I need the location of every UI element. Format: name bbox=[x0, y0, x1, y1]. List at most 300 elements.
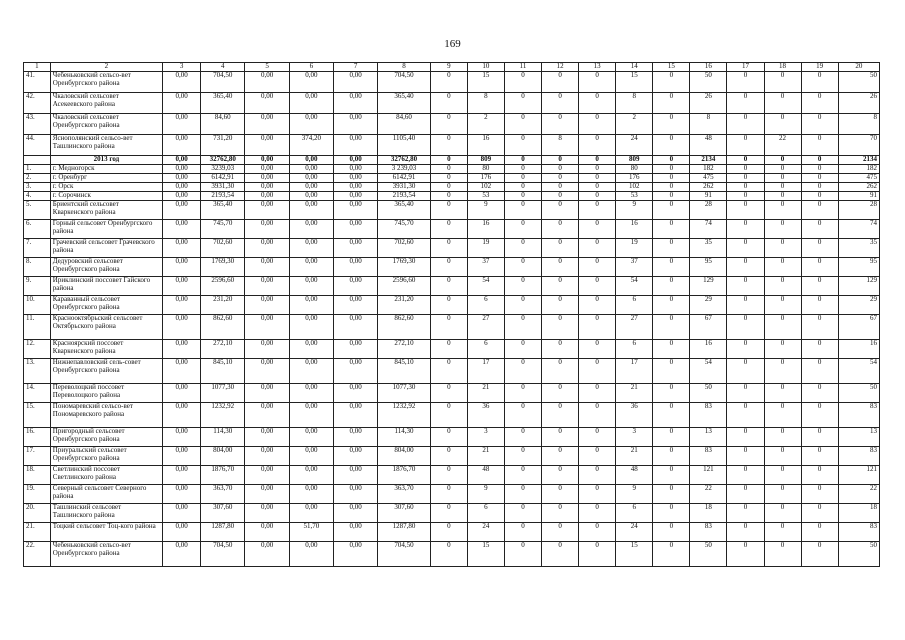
table-cell: 0,00 bbox=[163, 466, 201, 485]
table-cell: 0 bbox=[504, 220, 541, 239]
table-cell: 0 bbox=[764, 466, 801, 485]
table-cell: 35 bbox=[838, 239, 879, 258]
table-cell: 0,00 bbox=[289, 466, 333, 485]
row-index: 16. bbox=[24, 428, 51, 447]
table-cell: 0 bbox=[579, 174, 616, 183]
table-cell: 8 bbox=[542, 135, 579, 156]
table-cell: 0 bbox=[801, 165, 838, 174]
table-cell: 22 bbox=[838, 485, 879, 504]
table-cell: 0 bbox=[764, 542, 801, 567]
table-cell: 26 bbox=[690, 93, 727, 114]
table-cell: 0 bbox=[430, 156, 467, 165]
column-header: 4 bbox=[201, 63, 245, 72]
table-cell: 307,60 bbox=[378, 504, 431, 523]
table-cell: 53 bbox=[616, 192, 653, 201]
table-cell: 0,00 bbox=[245, 542, 289, 567]
table-cell: 0 bbox=[579, 485, 616, 504]
table-cell: 0 bbox=[579, 258, 616, 277]
table-cell: 129 bbox=[690, 277, 727, 296]
row-name: г. Орск bbox=[50, 183, 162, 192]
table-cell: 0 bbox=[801, 239, 838, 258]
table-cell: 74 bbox=[690, 220, 727, 239]
table-cell: 0 bbox=[542, 485, 579, 504]
table-cell: 0,00 bbox=[163, 403, 201, 428]
row-name: Грачевский сельсовет Грачевского района bbox=[50, 239, 162, 258]
table-cell: 0 bbox=[801, 403, 838, 428]
column-header: 3 bbox=[163, 63, 201, 72]
table-cell: 0 bbox=[764, 156, 801, 165]
row-name: Переволоцкий поссовет Переволоцкого района bbox=[50, 384, 162, 403]
table-cell: 121 bbox=[838, 466, 879, 485]
table-cell: 0,00 bbox=[163, 192, 201, 201]
table-cell: 0,00 bbox=[245, 183, 289, 192]
table-cell: 37 bbox=[467, 258, 504, 277]
table-cell: 0,00 bbox=[245, 428, 289, 447]
table-cell: 50 bbox=[838, 542, 879, 567]
table-cell: 16 bbox=[690, 340, 727, 359]
table-cell: 0,00 bbox=[163, 542, 201, 567]
table-cell: 804,00 bbox=[378, 447, 431, 466]
table-cell: 0 bbox=[801, 277, 838, 296]
row-name: г. Оренбург bbox=[50, 174, 162, 183]
table-cell: 0,00 bbox=[334, 201, 378, 220]
table-cell: 6 bbox=[616, 340, 653, 359]
table-cell: 36 bbox=[616, 403, 653, 428]
table-cell: 0,00 bbox=[245, 504, 289, 523]
table-cell: 16 bbox=[838, 340, 879, 359]
table-row bbox=[24, 220, 880, 239]
row-index: 13. bbox=[24, 359, 51, 384]
table-cell: 0 bbox=[801, 384, 838, 403]
table-cell: 0,00 bbox=[289, 165, 333, 174]
total-row bbox=[24, 156, 880, 165]
table-cell: 0 bbox=[430, 277, 467, 296]
table-cell: 0 bbox=[579, 296, 616, 315]
table-cell: 365,40 bbox=[201, 93, 245, 114]
table-cell: 0 bbox=[504, 542, 541, 567]
table-cell: 0 bbox=[653, 239, 690, 258]
table-cell: 0 bbox=[801, 523, 838, 542]
table-cell: 0 bbox=[653, 447, 690, 466]
row-name: Светлинский поссовет Светлинского района bbox=[50, 466, 162, 485]
table-cell: 0 bbox=[801, 359, 838, 384]
table-cell: 9 bbox=[467, 201, 504, 220]
table-cell: 1232,92 bbox=[201, 403, 245, 428]
table-cell: 1876,70 bbox=[378, 466, 431, 485]
table-cell: 1876,70 bbox=[201, 466, 245, 485]
table-cell: 0 bbox=[542, 239, 579, 258]
table-cell: 0 bbox=[653, 359, 690, 384]
table-cell: 2 bbox=[467, 114, 504, 135]
table-row bbox=[24, 183, 880, 192]
table-row bbox=[24, 258, 880, 277]
table-cell: 48 bbox=[690, 135, 727, 156]
table-row bbox=[24, 428, 880, 447]
table-cell: 0 bbox=[727, 447, 764, 466]
row-index: 12. bbox=[24, 340, 51, 359]
column-header: 19 bbox=[801, 63, 838, 72]
table-cell: 0 bbox=[653, 183, 690, 192]
row-name: Красноярский поссовет Кваркенского района bbox=[50, 340, 162, 359]
table-cell: 0,00 bbox=[289, 277, 333, 296]
table-cell: 307,60 bbox=[201, 504, 245, 523]
row-name: Дедуровский сельсовет Оренбургского района bbox=[50, 258, 162, 277]
table-cell: 0 bbox=[727, 315, 764, 340]
table-cell: 0 bbox=[764, 403, 801, 428]
table-cell: 35 bbox=[690, 239, 727, 258]
table-cell: 18 bbox=[838, 504, 879, 523]
column-header: 15 bbox=[653, 63, 690, 72]
table-cell: 0,00 bbox=[289, 93, 333, 114]
row-name: Краснооктябрьский сельсовет Октябрьского района bbox=[50, 315, 162, 340]
table-cell: 0 bbox=[801, 504, 838, 523]
table-cell: 6 bbox=[616, 504, 653, 523]
table-cell: 0 bbox=[430, 523, 467, 542]
table-cell: 0 bbox=[504, 165, 541, 174]
table-cell: 83 bbox=[838, 403, 879, 428]
table-cell: 1232,92 bbox=[378, 403, 431, 428]
row-index: 19. bbox=[24, 485, 51, 504]
table-cell: 37 bbox=[616, 258, 653, 277]
table-cell: 0 bbox=[542, 258, 579, 277]
table-cell: 0 bbox=[727, 114, 764, 135]
table-cell: 0,00 bbox=[245, 135, 289, 156]
table-cell: 27 bbox=[467, 315, 504, 340]
table-cell: 704,50 bbox=[201, 542, 245, 567]
table-cell: 0,00 bbox=[334, 447, 378, 466]
table-cell: 0,00 bbox=[245, 192, 289, 201]
table-cell: 0 bbox=[542, 384, 579, 403]
table-cell: 0 bbox=[801, 315, 838, 340]
table-cell: 0 bbox=[764, 239, 801, 258]
table-cell: 0 bbox=[430, 315, 467, 340]
table-cell: 0,00 bbox=[245, 447, 289, 466]
table-cell: 0,00 bbox=[334, 174, 378, 183]
table-cell: 0,00 bbox=[334, 192, 378, 201]
table-cell: 0 bbox=[653, 315, 690, 340]
table-cell: 0 bbox=[801, 447, 838, 466]
table-cell: 1769,30 bbox=[378, 258, 431, 277]
table-cell: 0 bbox=[542, 403, 579, 428]
table-cell: 0 bbox=[653, 296, 690, 315]
table-cell: 0 bbox=[504, 192, 541, 201]
column-header: 10 bbox=[467, 63, 504, 72]
table-cell: 0,00 bbox=[289, 359, 333, 384]
row-index bbox=[24, 156, 51, 165]
table-cell: 365,40 bbox=[201, 201, 245, 220]
table-cell: 0 bbox=[504, 135, 541, 156]
table-cell: 0 bbox=[727, 165, 764, 174]
table-cell: 24 bbox=[467, 523, 504, 542]
table-cell: 3 bbox=[467, 428, 504, 447]
table-cell: 0 bbox=[801, 93, 838, 114]
row-name: Бриентский сельсовет Кваркенского района bbox=[50, 201, 162, 220]
table-cell: 16 bbox=[616, 220, 653, 239]
table-cell: 0 bbox=[504, 504, 541, 523]
row-name: Яснополянский сельсо-вет Ташлинского района bbox=[50, 135, 162, 156]
table-cell: 0,00 bbox=[163, 315, 201, 340]
table-cell: 54 bbox=[467, 277, 504, 296]
row-index: 43. bbox=[24, 114, 51, 135]
table-cell: 0 bbox=[579, 340, 616, 359]
table-cell: 0 bbox=[542, 296, 579, 315]
table-cell: 50 bbox=[838, 72, 879, 93]
table-cell: 0 bbox=[764, 447, 801, 466]
table-cell: 0,00 bbox=[289, 174, 333, 183]
table-cell: 0 bbox=[579, 359, 616, 384]
table-cell: 0 bbox=[801, 428, 838, 447]
table-row bbox=[24, 93, 880, 114]
table-cell: 0 bbox=[801, 201, 838, 220]
table-row bbox=[24, 239, 880, 258]
table-cell: 0,00 bbox=[334, 504, 378, 523]
column-header: 17 bbox=[727, 63, 764, 72]
table-cell: 0 bbox=[430, 466, 467, 485]
table-cell: 475 bbox=[690, 174, 727, 183]
table-cell: 0 bbox=[653, 135, 690, 156]
row-index: 4. bbox=[24, 192, 51, 201]
table-row bbox=[24, 201, 880, 220]
table-cell: 16 bbox=[467, 135, 504, 156]
table-cell: 0 bbox=[504, 183, 541, 192]
table-row bbox=[24, 174, 880, 183]
table-cell: 0,00 bbox=[334, 93, 378, 114]
table-cell: 0 bbox=[542, 542, 579, 567]
header-row bbox=[24, 63, 880, 72]
table-cell: 0 bbox=[727, 192, 764, 201]
table-cell: 0,00 bbox=[245, 156, 289, 165]
table-cell: 0 bbox=[801, 192, 838, 201]
table-cell: 13 bbox=[690, 428, 727, 447]
table-cell: 731,20 bbox=[201, 135, 245, 156]
table-cell: 19 bbox=[616, 239, 653, 258]
table-cell: 231,20 bbox=[378, 296, 431, 315]
table-row bbox=[24, 359, 880, 384]
table-cell: 0,00 bbox=[289, 447, 333, 466]
table-row bbox=[24, 315, 880, 340]
table-cell: 0,00 bbox=[163, 447, 201, 466]
table-cell: 0,00 bbox=[289, 340, 333, 359]
table-cell: 16 bbox=[467, 220, 504, 239]
table-cell: 0,00 bbox=[289, 542, 333, 567]
table-cell: 0 bbox=[504, 315, 541, 340]
table-cell: 0,00 bbox=[163, 428, 201, 447]
table-cell: 21 bbox=[616, 447, 653, 466]
table-cell: 0 bbox=[653, 542, 690, 567]
table-cell: 83 bbox=[690, 523, 727, 542]
table-cell: 0 bbox=[430, 165, 467, 174]
table-cell: 0 bbox=[727, 504, 764, 523]
table-cell: 0 bbox=[653, 192, 690, 201]
row-name: Ташлинский сельсовет Ташлинского района bbox=[50, 504, 162, 523]
table-cell: 0 bbox=[727, 340, 764, 359]
table-cell: 845,10 bbox=[378, 359, 431, 384]
table-cell: 0 bbox=[542, 183, 579, 192]
row-index: 44. bbox=[24, 135, 51, 156]
table-cell: 0,00 bbox=[245, 93, 289, 114]
table-cell: 0,00 bbox=[289, 296, 333, 315]
table-cell: 0 bbox=[653, 174, 690, 183]
table-cell: 0,00 bbox=[163, 504, 201, 523]
table-cell: 24 bbox=[616, 523, 653, 542]
table-cell: 0 bbox=[430, 447, 467, 466]
table-cell: 15 bbox=[467, 72, 504, 93]
row-index: 10. bbox=[24, 296, 51, 315]
table-cell: 22 bbox=[764, 135, 801, 156]
table-cell: 83 bbox=[838, 523, 879, 542]
table-cell: 0 bbox=[430, 258, 467, 277]
table-cell: 129 bbox=[838, 277, 879, 296]
table-cell: 83 bbox=[838, 447, 879, 466]
table-cell: 0 bbox=[542, 93, 579, 114]
table-cell: 95 bbox=[690, 258, 727, 277]
table-cell: 0,00 bbox=[163, 523, 201, 542]
table-cell: 0,00 bbox=[334, 340, 378, 359]
table-cell: 0,00 bbox=[334, 277, 378, 296]
table-cell: 0,00 bbox=[163, 72, 201, 93]
table-cell: 0,00 bbox=[334, 384, 378, 403]
table-cell: 0 bbox=[727, 93, 764, 114]
table-cell: 32762,80 bbox=[201, 156, 245, 165]
table-cell: 54 bbox=[690, 359, 727, 384]
table-cell: 0 bbox=[653, 258, 690, 277]
table-cell: 0 bbox=[504, 201, 541, 220]
row-index: 11. bbox=[24, 315, 51, 340]
row-index: 41. bbox=[24, 72, 51, 93]
table-cell: 0 bbox=[542, 428, 579, 447]
table-cell: 13 bbox=[838, 428, 879, 447]
table-cell: 0 bbox=[579, 183, 616, 192]
table-cell: 845,10 bbox=[201, 359, 245, 384]
table-cell: 0 bbox=[504, 403, 541, 428]
table-cell: 0,00 bbox=[163, 296, 201, 315]
table-cell: 0,00 bbox=[289, 72, 333, 93]
table-cell: 0 bbox=[430, 296, 467, 315]
column-header: 2 bbox=[50, 63, 162, 72]
table-cell: 0,00 bbox=[163, 114, 201, 135]
table-cell: 0 bbox=[542, 523, 579, 542]
column-header: 5 bbox=[245, 63, 289, 72]
table-cell: 0 bbox=[430, 340, 467, 359]
table-cell: 0 bbox=[504, 359, 541, 384]
row-name: Караванный сельсовет Оренбургского района bbox=[50, 296, 162, 315]
table-cell: 50 bbox=[690, 384, 727, 403]
table-cell: 8 bbox=[838, 114, 879, 135]
table-cell: 0 bbox=[727, 485, 764, 504]
table-cell: 0,00 bbox=[245, 485, 289, 504]
table-cell: 0 bbox=[504, 72, 541, 93]
table-cell: 0,00 bbox=[334, 72, 378, 93]
table-cell: 3931,30 bbox=[378, 183, 431, 192]
table-cell: 0,00 bbox=[289, 504, 333, 523]
row-index: 6. bbox=[24, 220, 51, 239]
table-cell: 0 bbox=[764, 220, 801, 239]
table-cell: 0 bbox=[653, 384, 690, 403]
table-cell: 0 bbox=[727, 135, 764, 156]
table-cell: 0,00 bbox=[163, 277, 201, 296]
table-row bbox=[24, 296, 880, 315]
table-cell: 9 bbox=[616, 201, 653, 220]
table-cell: 0 bbox=[764, 114, 801, 135]
table-cell: 809 bbox=[467, 156, 504, 165]
table-cell: 702,60 bbox=[201, 239, 245, 258]
row-name: Чкаловский сельсовет Оренбургского района bbox=[50, 114, 162, 135]
row-index: 20. bbox=[24, 504, 51, 523]
table-cell: 0 bbox=[764, 296, 801, 315]
table-cell: 0 bbox=[542, 165, 579, 174]
table-row bbox=[24, 277, 880, 296]
table-cell: 0 bbox=[430, 174, 467, 183]
table-cell: 0 bbox=[579, 315, 616, 340]
table-cell: 50 bbox=[690, 72, 727, 93]
table-cell: 0,00 bbox=[289, 428, 333, 447]
table-cell: 0,00 bbox=[245, 359, 289, 384]
column-header: 6 bbox=[289, 63, 333, 72]
row-index: 21. bbox=[24, 523, 51, 542]
table-cell: 702,60 bbox=[378, 239, 431, 258]
table-cell: 0 bbox=[653, 93, 690, 114]
table-cell: 0 bbox=[579, 201, 616, 220]
table-cell: 0 bbox=[801, 258, 838, 277]
table-cell: 0 bbox=[430, 359, 467, 384]
table-cell: 0 bbox=[764, 174, 801, 183]
table-cell: 176 bbox=[467, 174, 504, 183]
table-cell: 3931,30 bbox=[201, 183, 245, 192]
table-cell: 0 bbox=[653, 403, 690, 428]
table-cell: 809 bbox=[616, 156, 653, 165]
column-header: 9 bbox=[430, 63, 467, 72]
table-cell: 0 bbox=[764, 277, 801, 296]
table-cell: 0,00 bbox=[334, 114, 378, 135]
table-cell: 0 bbox=[504, 428, 541, 447]
column-header: 7 bbox=[334, 63, 378, 72]
row-name: Нижнепавловский сель-совет Оренбургского района bbox=[50, 359, 162, 384]
table-cell: 53 bbox=[467, 192, 504, 201]
row-name: Чкаловский сельсовет Асекеевского района bbox=[50, 93, 162, 114]
table-cell: 1287,80 bbox=[201, 523, 245, 542]
table-row bbox=[24, 542, 880, 567]
table-cell: 6 bbox=[467, 340, 504, 359]
table-cell: 0,00 bbox=[334, 258, 378, 277]
table-cell: 54 bbox=[838, 359, 879, 384]
table-cell: 0 bbox=[653, 201, 690, 220]
table-cell: 0 bbox=[430, 542, 467, 567]
table-cell: 0,00 bbox=[245, 165, 289, 174]
table-cell: 48 bbox=[467, 466, 504, 485]
table-cell: 0 bbox=[430, 201, 467, 220]
table-cell: 28 bbox=[838, 201, 879, 220]
table-cell: 0,00 bbox=[245, 315, 289, 340]
table-cell: 0 bbox=[430, 504, 467, 523]
table-cell: 0 bbox=[653, 340, 690, 359]
table-cell: 0 bbox=[727, 296, 764, 315]
table-cell: 365,40 bbox=[378, 201, 431, 220]
table-cell: 0 bbox=[542, 466, 579, 485]
table-cell: 32762,80 bbox=[378, 156, 431, 165]
table-cell: 2193,54 bbox=[201, 192, 245, 201]
table-cell: 0,00 bbox=[334, 485, 378, 504]
table-cell: 0,00 bbox=[163, 340, 201, 359]
row-index: 7. bbox=[24, 239, 51, 258]
table-cell: 50 bbox=[838, 384, 879, 403]
column-header: 16 bbox=[690, 63, 727, 72]
table-cell: 0 bbox=[542, 201, 579, 220]
table-cell: 0 bbox=[504, 340, 541, 359]
table-cell: 0 bbox=[579, 114, 616, 135]
table-cell: 0,00 bbox=[163, 201, 201, 220]
table-cell: 15 bbox=[467, 542, 504, 567]
table-cell: 0,00 bbox=[245, 277, 289, 296]
